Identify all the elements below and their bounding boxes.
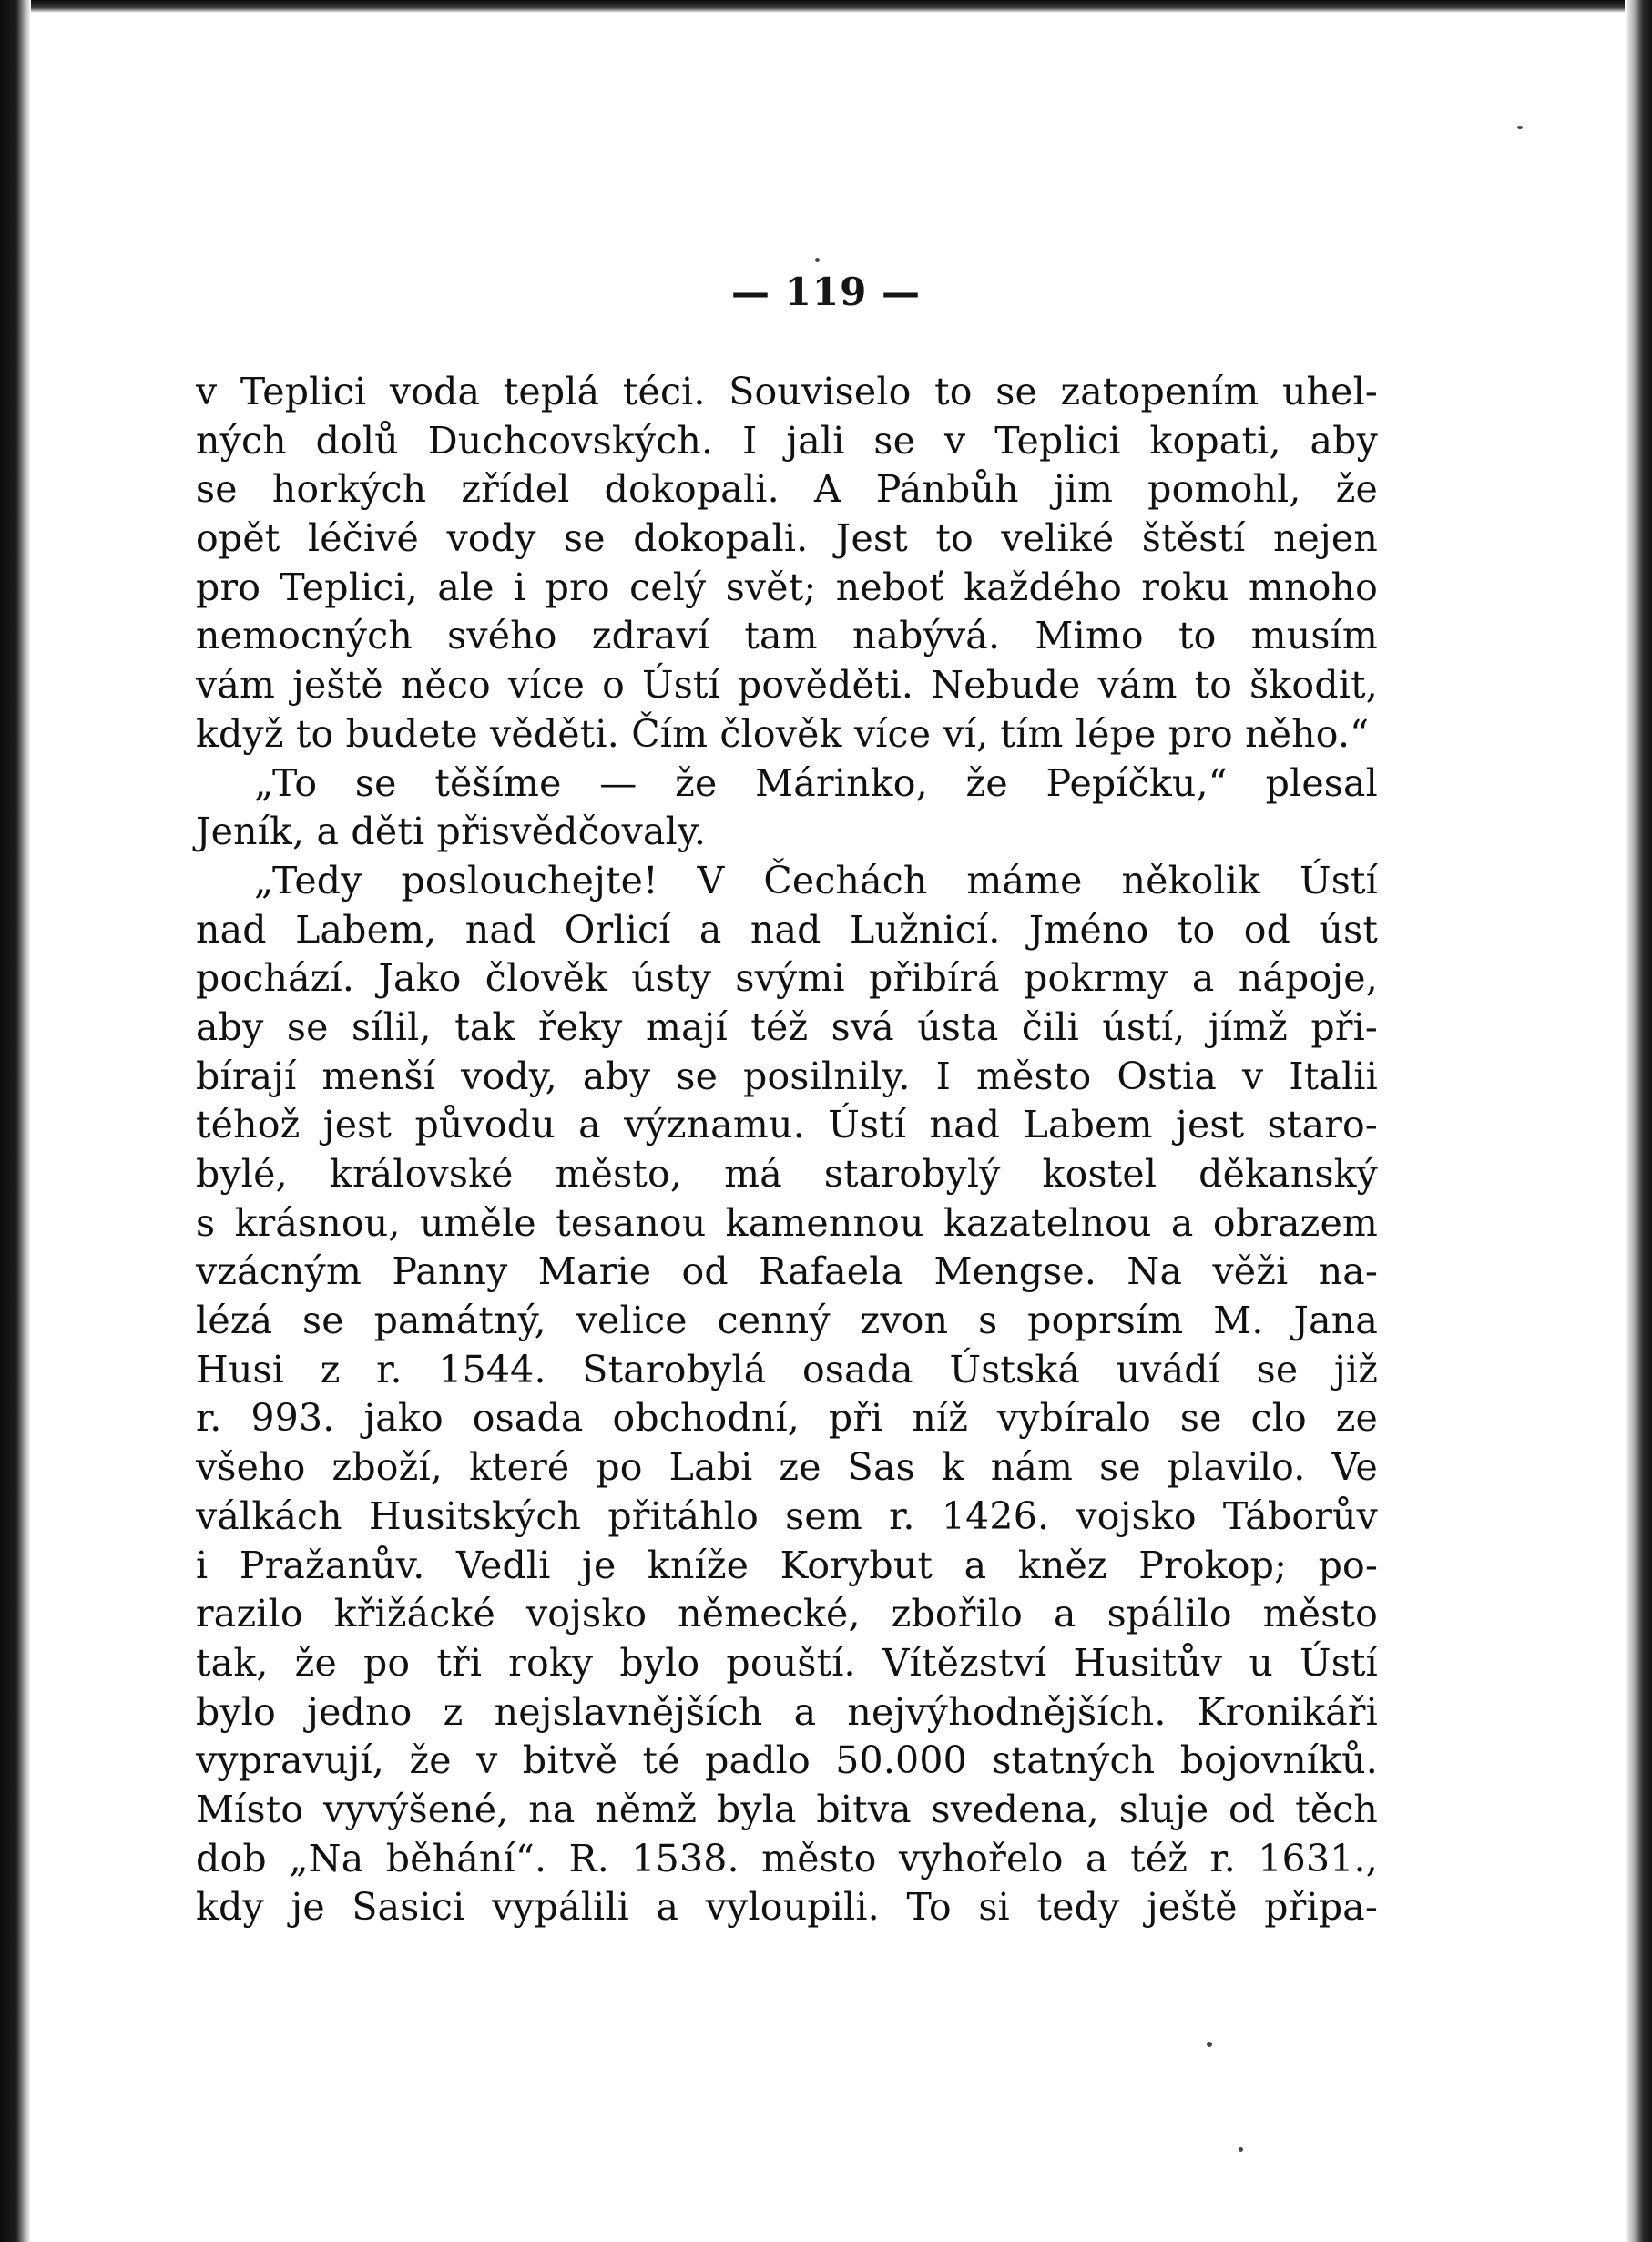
dust-speck <box>1517 126 1523 129</box>
text-line: válkách Husitských přitáhlo sem r. 1426. vojsko Táborův <box>196 1493 1378 1538</box>
text-line: nemocných svého zdraví tam nabývá. Mimo to musím <box>196 614 1378 658</box>
text-line: se horkých zřídel dokopali. A Pánbůh jim pomohl, že <box>196 467 1378 512</box>
scan-left-edge <box>0 0 31 2242</box>
text-line: aby se sílil, tak řeky mají též svá ústa čili ústí, jímž při- <box>196 1004 1378 1049</box>
page-number: — 119 — <box>731 270 921 314</box>
text-line: nad Labem, nad Orlicí a nad Lužnicí. Jméno to od úst <box>196 907 1378 952</box>
text-line: bylé, královské město, má starobylý kostel děkanský <box>196 1152 1378 1196</box>
text-line: bírají menší vody, aby se posilnily. I město Ostia v Italii <box>196 1054 1378 1098</box>
dust-speck <box>1239 2147 1243 2152</box>
paragraph-end-line: Jeník, a děti přisvědčovaly. <box>196 810 707 854</box>
text-line: i Pražanův. Vedli je kníže Korybut a kněz Prokop; po- <box>196 1543 1378 1587</box>
text-line: lézá se památný, velice cenný zvon s poprsím M. Jana <box>196 1299 1378 1343</box>
text-line: bylo jedno z nejslavnějších a nejvýhodnějších. Kronikáři <box>196 1689 1378 1734</box>
text-line: pro Teplici, ale i pro celý svět; neboť každého roku mnoho <box>196 565 1378 609</box>
text-line: s krásnou, uměle tesanou kamennou kazatelnou a obrazem <box>196 1200 1378 1245</box>
paragraph-start-line: „Tedy poslouchejte! V Čechách máme několik Ústí <box>254 858 1378 902</box>
scan-top-edge <box>0 0 1652 13</box>
scan-right-edge <box>1625 0 1652 2242</box>
text-line: Husi z r. 1544. Starobylá osada Ústská uvádí se již <box>196 1347 1378 1391</box>
text-line: ných dolů Duchcovských. I jali se v Teplici kopati, aby <box>196 418 1378 463</box>
text-line: kdy je Sasici vypálili a vyloupili. To si tedy ještě připa- <box>196 1885 1378 1930</box>
body-text <box>196 368 1378 1932</box>
text-line: razilo křižácké vojsko německé, zbořilo a spálilo město <box>196 1592 1378 1636</box>
text-line: vám ještě něco více o Ústí pověděti. Nebude vám to škodit, <box>196 663 1378 708</box>
dust-speck <box>815 258 820 262</box>
dust-speck <box>1207 2042 1212 2047</box>
text-line: dob „Na běhání“. R. 1538. město vyhořelo a též r. 1631., <box>196 1836 1378 1880</box>
text-line: všeho zboží, které po Labi ze Sas k nám se plavilo. Ve <box>196 1445 1378 1490</box>
text-line: Místo vyvýšené, na němž byla bitva svedena, sluje od těch <box>196 1787 1378 1831</box>
text-line: v Teplici voda teplá téci. Souviselo to se zatopením uhel- <box>196 370 1378 413</box>
text-line: opět léčivé vody se dokopali. Jest to veliké štěstí nejen <box>196 516 1378 561</box>
text-line: pochází. Jako člověk ústy svými přibírá pokrmy a nápoje, <box>196 956 1378 1001</box>
text-line: tak, že po tři roky bylo pouští. Vítězství Husitův u Ústí <box>196 1640 1378 1685</box>
paragraph-end-line: když to budete věděti. Čím člověk více ví, tím lépe pro něho.“ <box>196 711 1370 756</box>
text-line: vypravují, že v bitvě té padlo 50.000 statných bojovníků. <box>196 1738 1378 1783</box>
paragraph-start-line: „To se těšíme — že Márinko, že Pepíčku,“ plesal <box>254 760 1378 805</box>
text-line: téhož jest původu a významu. Ústí nad Labem jest staro- <box>196 1103 1378 1147</box>
text-line: r. 993. jako osada obchodní, při níž vybíralo se clo ze <box>196 1396 1378 1441</box>
text-line: vzácným Panny Marie od Rafaela Mengse. Na věži na- <box>196 1249 1378 1294</box>
